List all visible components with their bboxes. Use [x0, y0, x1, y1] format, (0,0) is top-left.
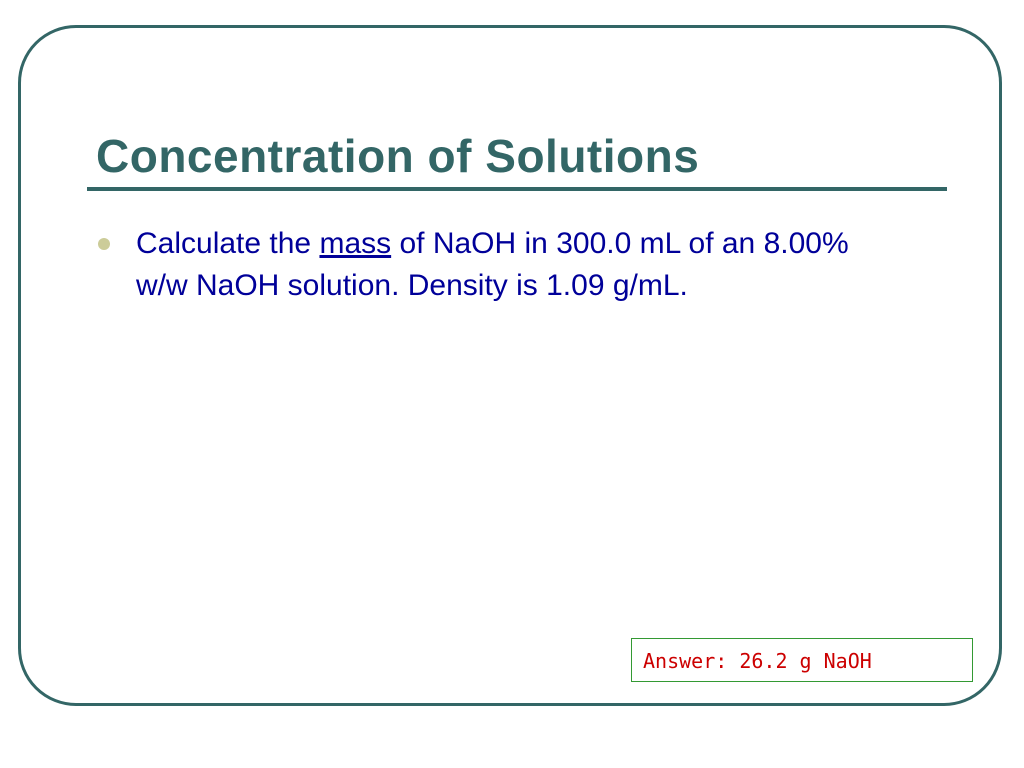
bullet-text — [136, 223, 896, 307]
bullet-dot-icon — [98, 238, 110, 250]
bullet-text-after: of NaOH in 300.0 mL of an 8.00% w/w NaOH solution. Density is 1.09 g/mL. — [136, 227, 849, 302]
slide-title: Concentration of Solutions — [96, 130, 700, 182]
bullet-emphasis-mass: mass — [319, 227, 392, 260]
bullet-text-before: Calculate the — [136, 227, 320, 260]
answer-box: Answer: 26.2 g NaOH — [631, 638, 973, 682]
title-underline-rule — [87, 187, 947, 191]
